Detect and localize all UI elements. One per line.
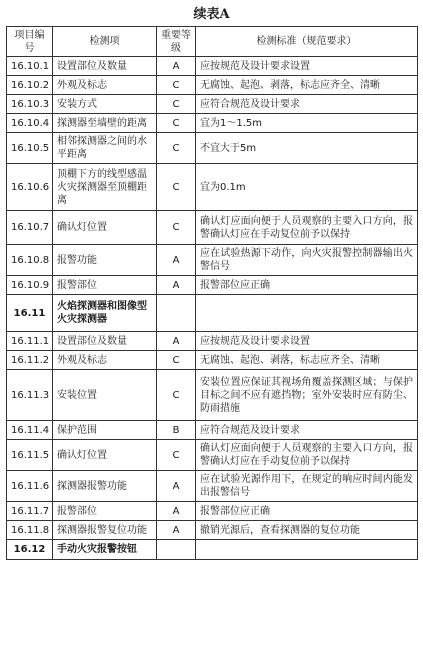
- cell-item: 报警部位: [53, 502, 157, 521]
- cell-item: 外观及标志: [53, 76, 157, 95]
- cell-code: 16.10.2: [7, 76, 53, 95]
- cell-item: 报警部位: [53, 276, 157, 295]
- cell-standard: 应按规范及设计要求设置: [196, 57, 418, 76]
- section-row: [7, 540, 418, 560]
- cell-level: C: [157, 164, 196, 211]
- cell-standard: 不宜大于5m: [196, 133, 418, 164]
- table-row: [7, 133, 418, 164]
- cell-code: 16.10.1: [7, 57, 53, 76]
- cell-level: C: [157, 440, 196, 471]
- table-row: [7, 276, 418, 295]
- cell-standard: 无腐蚀、起泡、剥落，标志应齐全、清晰: [196, 76, 418, 95]
- cell-item: 手动火灾报警按钮: [53, 540, 157, 560]
- cell-item: 安装位置: [53, 370, 157, 421]
- cell-level: C: [157, 370, 196, 421]
- table-row: [7, 76, 418, 95]
- cell-level: [157, 540, 196, 560]
- section-row: [7, 295, 418, 332]
- table-row: [7, 211, 418, 245]
- cell-standard: 应在试验光源作用下，在规定的响应时间内能发出报警信号: [196, 471, 418, 502]
- cell-item: 保护范围: [53, 421, 157, 440]
- cell-level: [157, 295, 196, 332]
- cell-standard: 应符合规范及设计要求: [196, 95, 418, 114]
- header-level: 重要等级: [157, 27, 196, 57]
- cell-item: 相邻探测器之间的水平距离: [53, 133, 157, 164]
- cell-item: 安装方式: [53, 95, 157, 114]
- cell-level: B: [157, 421, 196, 440]
- page-title: 续表A: [193, 7, 230, 22]
- table-row: [7, 57, 418, 76]
- table-body: [7, 57, 418, 560]
- table-row: [7, 245, 418, 276]
- cell-level: A: [157, 502, 196, 521]
- cell-level: A: [157, 471, 196, 502]
- cell-item: 设置部位及数量: [53, 332, 157, 351]
- cell-code: 16.10.4: [7, 114, 53, 133]
- cell-item: 探测器报警复位功能: [53, 521, 157, 540]
- cell-standard: [196, 295, 418, 332]
- cell-code: 16.11.1: [7, 332, 53, 351]
- cell-code: 16.10.8: [7, 245, 53, 276]
- cell-standard: 安装位置应保证其视场角覆盖探测区域；与保护目标之间不应有遮挡物；室外安装时应有防尘、防雨措施: [196, 370, 418, 421]
- cell-level: C: [157, 95, 196, 114]
- table-row: [7, 521, 418, 540]
- cell-level: A: [157, 245, 196, 276]
- table-row: [7, 351, 418, 370]
- cell-code: 16.10.3: [7, 95, 53, 114]
- cell-item: 火焰探测器和图像型火灾探测器: [53, 295, 157, 332]
- cell-code: 16.10.6: [7, 164, 53, 211]
- table-header-row: [7, 27, 418, 57]
- inspection-table: [6, 26, 418, 560]
- header-standard: 检测标准（规范要求）: [196, 27, 418, 57]
- cell-level: C: [157, 211, 196, 245]
- cell-level: C: [157, 114, 196, 133]
- cell-code: 16.10.7: [7, 211, 53, 245]
- cell-item: 确认灯位置: [53, 440, 157, 471]
- cell-standard: 确认灯应面向便于人员观察的主要入口方向，报警确认灯应在手动复位前予以保持: [196, 211, 418, 245]
- table-row: [7, 440, 418, 471]
- cell-code: 16.10.9: [7, 276, 53, 295]
- table-row: [7, 502, 418, 521]
- cell-level: C: [157, 351, 196, 370]
- cell-standard: 宜为0.1m: [196, 164, 418, 211]
- cell-code: 16.11.5: [7, 440, 53, 471]
- cell-standard: 报警部位应正确: [196, 276, 418, 295]
- cell-standard: 无腐蚀、起泡、剥落，标志应齐全、清晰: [196, 351, 418, 370]
- cell-code: 16.11.3: [7, 370, 53, 421]
- table-row: [7, 164, 418, 211]
- table-row: [7, 471, 418, 502]
- cell-standard: 报警部位应正确: [196, 502, 418, 521]
- cell-level: A: [157, 332, 196, 351]
- cell-level: C: [157, 133, 196, 164]
- table-row: [7, 370, 418, 421]
- table-row: [7, 114, 418, 133]
- cell-standard: [196, 540, 418, 560]
- cell-level: A: [157, 276, 196, 295]
- cell-code: 16.11: [7, 295, 53, 332]
- table-row: [7, 421, 418, 440]
- cell-level: A: [157, 521, 196, 540]
- cell-standard: 确认灯应面向便于人员观察的主要入口方向，报警确认灯应在手动复位前予以保持: [196, 440, 418, 471]
- cell-code: 16.11.6: [7, 471, 53, 502]
- cell-code: 16.11.4: [7, 421, 53, 440]
- cell-code: 16.12: [7, 540, 53, 560]
- cell-code: 16.11.7: [7, 502, 53, 521]
- header-item: 检测项: [53, 27, 157, 57]
- cell-item: 报警功能: [53, 245, 157, 276]
- cell-item: 外观及标志: [53, 351, 157, 370]
- table-row: [7, 332, 418, 351]
- cell-standard: 应在试验热源下动作，向火灾报警控制器输出火警信号: [196, 245, 418, 276]
- cell-code: 16.10.5: [7, 133, 53, 164]
- cell-item: 探测器至墙壁的距离: [53, 114, 157, 133]
- cell-code: 16.11.8: [7, 521, 53, 540]
- cell-level: A: [157, 57, 196, 76]
- cell-standard: 宜为1～1.5m: [196, 114, 418, 133]
- cell-code: 16.11.2: [7, 351, 53, 370]
- cell-standard: 应按规范及设计要求设置: [196, 332, 418, 351]
- table-row: [7, 95, 418, 114]
- cell-level: C: [157, 76, 196, 95]
- cell-standard: 应符合规范及设计要求: [196, 421, 418, 440]
- cell-item: 确认灯位置: [53, 211, 157, 245]
- cell-item: 设置部位及数量: [53, 57, 157, 76]
- cell-standard: 撤销光源后，查看探测器的复位功能: [196, 521, 418, 540]
- header-code: 项目编号: [7, 27, 53, 57]
- cell-item: 顶棚下方的线型感温火灾探测器至顶棚距离: [53, 164, 157, 211]
- cell-item: 探测器报警功能: [53, 471, 157, 502]
